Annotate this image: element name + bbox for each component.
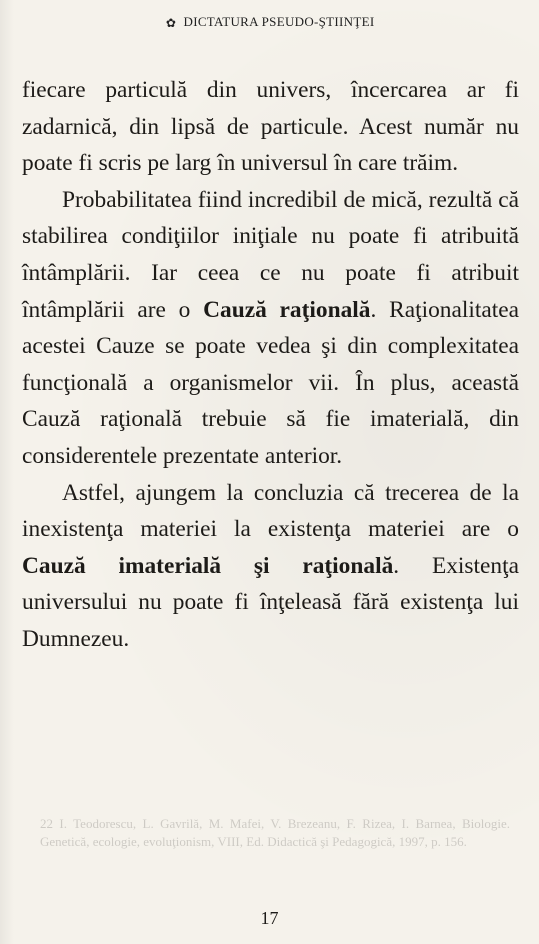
ornament-icon: ✿	[165, 16, 177, 30]
footnote-text: 22 I. Teodorescu, L. Gavrilă, M. Mafei, V. Brezeanu, F. Rizea, I. Barnea, Biologie. Genetică, ecologie, evoluţionism, VIII, Ed. Didactică şi Pedagogică, 1997, p. 156.	[40, 816, 510, 849]
faint-footnote-show-through	[40, 815, 510, 851]
paragraph-1-text: fiecare particulă din univers, încercarea ar fi zadarnică, din lipsă de particule. Acest număr nu poate fi scris pe larg în universul în care trăim.	[22, 77, 519, 177]
paragraph-2-text-a: Probabilitatea fiind incredibil de mică, rezultă că stabilirea condiţiilor iniţiale nu poate fi atribuită întâmplării. Iar ceea ce nu poate fi atribuit întâmplării are o	[22, 186, 519, 323]
paragraph-3-text-a: Astfel, ajungem la concluzia că trecerea de la inexistenţa materiei la existenţa materiei are o	[22, 479, 519, 543]
running-head	[0, 14, 539, 30]
page-number: 17	[260, 908, 279, 928]
paragraph-3-emphasis: Cauză imaterială şi raţională	[22, 552, 394, 579]
paragraph-3-text-b: . Existenţa universului nu poate fi înţeleasă fără existenţa lui Dumnezeu.	[22, 552, 519, 652]
body-text	[22, 72, 519, 658]
paragraph-2	[22, 182, 519, 475]
paragraph-3	[22, 475, 519, 658]
running-head-title: DICTATURA PSEUDO-ŞTIINŢEI	[183, 14, 375, 29]
paragraph-2-text-b: . Raţionalitatea acestei Cauze se poate vedea şi din complexitatea funcţională a organismelor vii. În plus, această Cauză raţională trebuie să fie imaterială, din considerentele prezentate anterior.	[22, 296, 520, 469]
paragraph-1	[22, 72, 519, 182]
paragraph-2-emphasis: Cauză raţională	[203, 296, 371, 323]
